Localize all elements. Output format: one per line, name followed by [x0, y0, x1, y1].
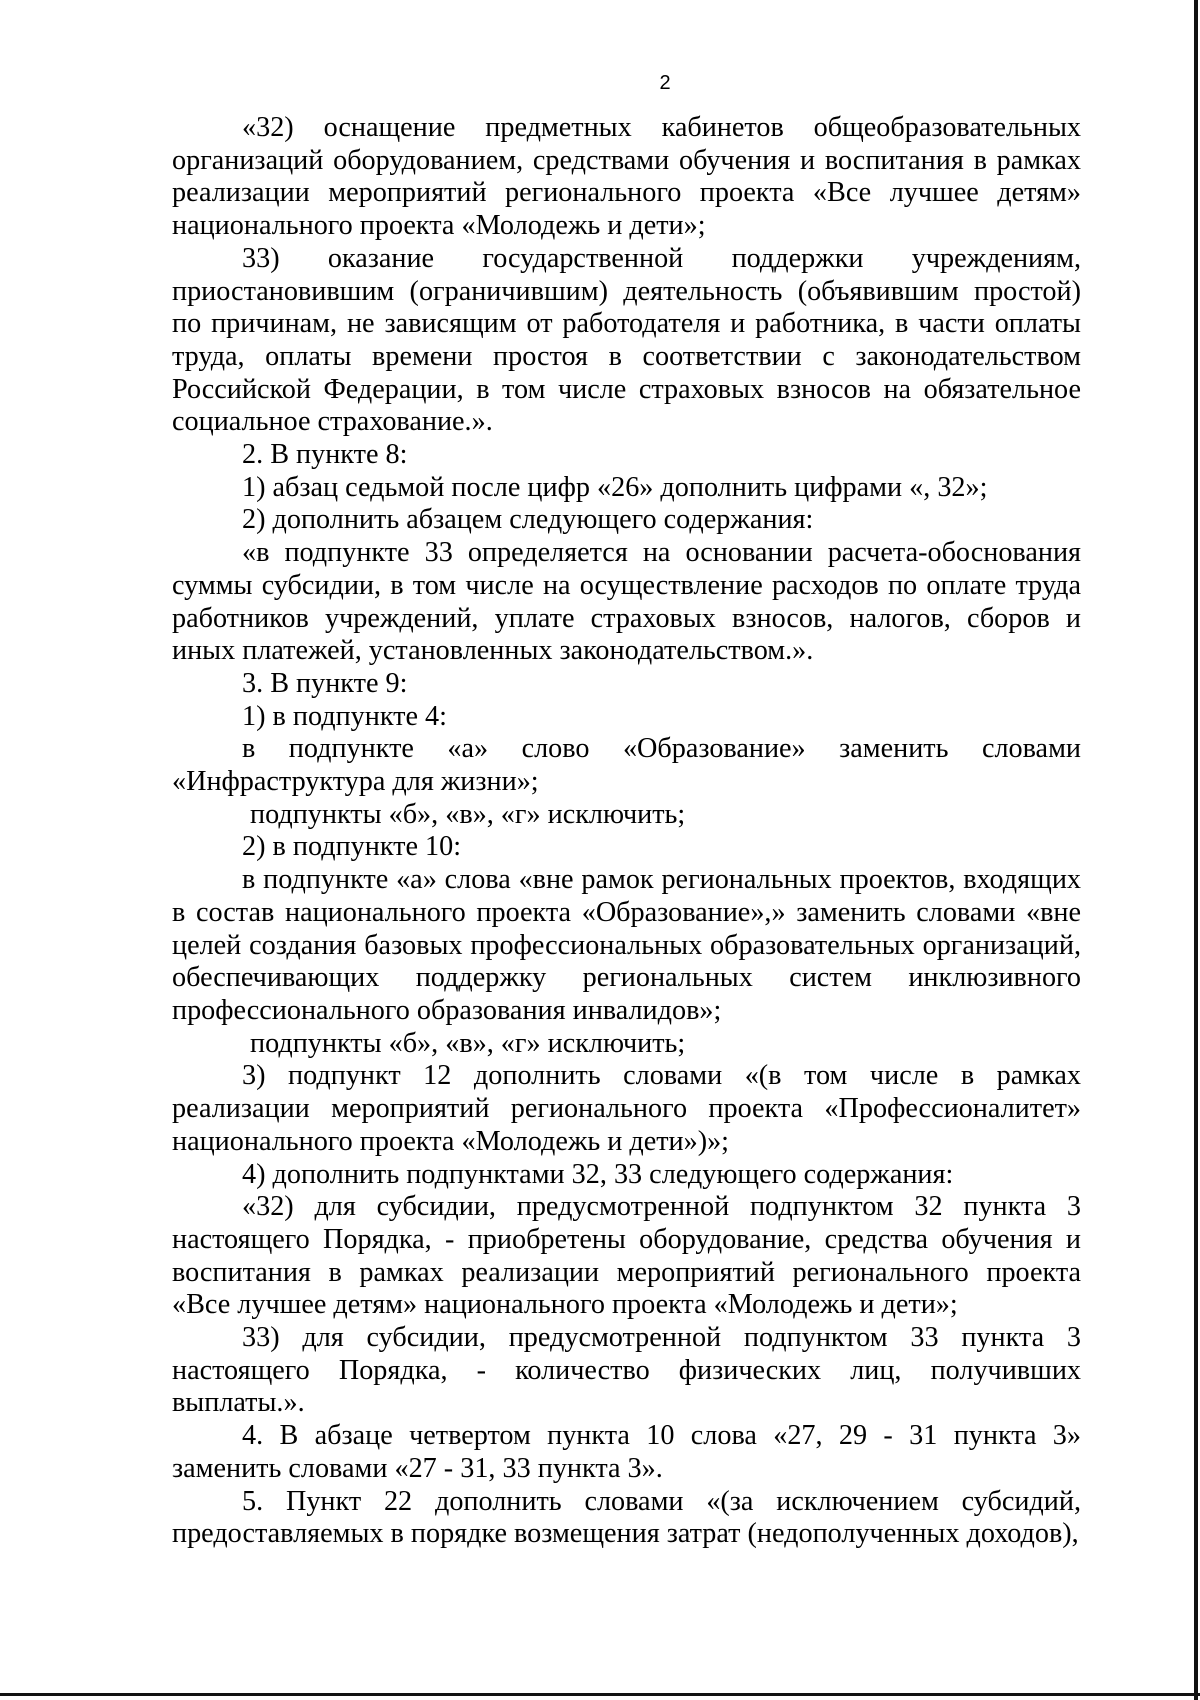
- page-number: 2: [659, 72, 671, 94]
- paragraph-point-3: 3. В пункте 9:: [242, 667, 408, 699]
- paragraph-quoted-sub-33: «в подпункте 33 определяется на основании расчета-обоснования суммы субсидии, в том числе на осуществление расходов по оплате труда работников учреждений, уплате страховых взносов, налогов, сборов и иных платежей, установленных законодательством.».: [172, 537, 1081, 667]
- paragraph-point-3-sub-2: 2) в подпункте 10:: [242, 831, 462, 863]
- paragraph-item-33: 33) оказание государственной поддержки учреждениям, приостановившим (ограничившим) деятельность (объявившим простой) по причинам, не зависящим от работодателя и работника, в части оплаты труда, оплаты времени простоя в соответствии с законодательством Российской Федерации, в том числе страховых взносов на обязательное социальное страхование.».: [172, 242, 1081, 438]
- paragraph-point-3-sub-4: 4) дополнить подпунктами 32, 33 следующего содержания:: [242, 1158, 954, 1190]
- scan-edge-bottom: [0, 1693, 1200, 1696]
- paragraph-exclude-1: подпункты «б», «в», «г» исключить;: [250, 798, 686, 830]
- paragraph-sub-a-replace-2: в подпункте «а» слова «вне рамок региональных проектов, входящих в состав национального проекта «Образование»,» заменить словами «вне целей создания базовых профессиональных образовательных организаций, обеспечивающих поддержку региональных систем инклюзивного профессионального образования инвалидов»;: [172, 864, 1081, 1026]
- paragraph-exclude-2: подпункты «б», «в», «г» исключить;: [250, 1027, 686, 1059]
- paragraph-point-3-sub-1: 1) в подпункте 4:: [242, 700, 447, 732]
- paragraph-item-32: «32) оснащение предметных кабинетов общеобразовательных организаций оборудованием, средствами обучения и воспитания в рамках реализации мероприятий регионального проекта «Все лучшее детям» национального проекта «Молодежь и дети»;: [172, 112, 1081, 242]
- paragraph-quoted-32: «32) для субсидии, предусмотренной подпунктом 32 пункта 3 настоящего Порядка, - приобретены оборудование, средства обучения и воспитания в рамках реализации мероприятий регионального проекта «Все лучшее детям» национального проекта «Молодежь и дети»;: [172, 1191, 1081, 1321]
- paragraph-point-2-sub-1: 1) абзац седьмой после цифр «26» дополнить цифрами «, 32»;: [242, 471, 988, 503]
- paragraph-quoted-33: 33) для субсидии, предусмотренной подпунктом 33 пункта 3 настоящего Порядка, - количество физических лиц, получивших выплаты.».: [172, 1322, 1081, 1419]
- document-body: [172, 112, 1081, 1551]
- paragraph-point-3-sub-3: 3) подпункт 12 дополнить словами «(в том числе в рамках реализации мероприятий регионального проекта «Профессионалитет» национального проекта «Молодежь и дети»)»;: [172, 1060, 1081, 1157]
- paragraph-sub-a-replace: в подпункте «а» слово «Образование» заменить словами «Инфраструктура для жизни»;: [172, 733, 1081, 798]
- paragraph-point-5: 5. Пункт 22 дополнить словами «(за исключением субсидий, предоставляемых в порядке возмещения затрат (недополученных доходов),: [172, 1485, 1081, 1550]
- paragraph-point-4: 4. В абзаце четвертом пункта 10 слова «27, 29 - 31 пункта 3» заменить словами «27 - 31, 33 пункта 3».: [172, 1420, 1081, 1484]
- scan-edge-right: [1194, 0, 1198, 1700]
- paragraph-point-2: 2. В пункте 8:: [242, 439, 408, 471]
- paragraph-point-2-sub-2: 2) дополнить абзацем следующего содержания:: [242, 504, 814, 536]
